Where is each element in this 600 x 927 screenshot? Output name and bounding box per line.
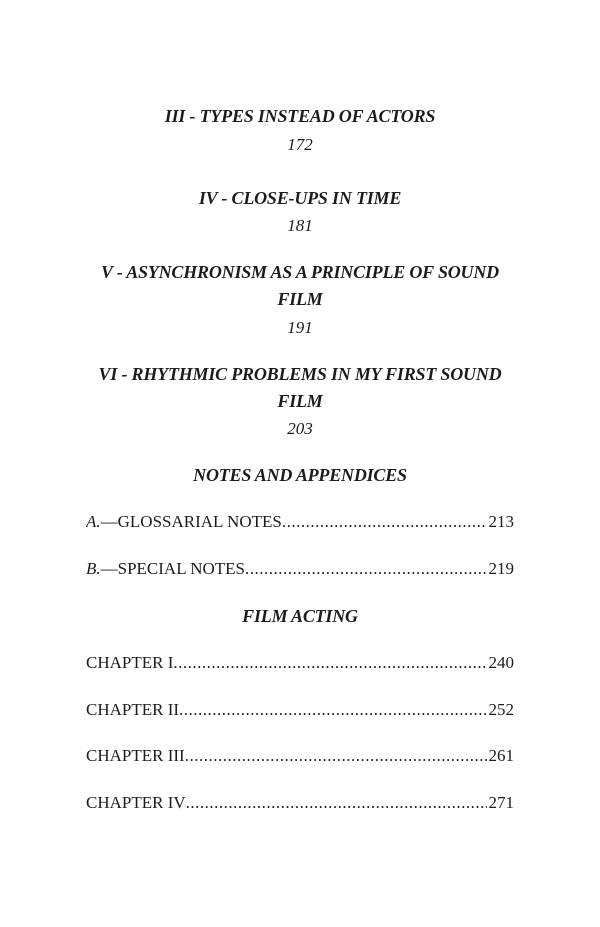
toc-entry-chapter-ii[interactable] (86, 699, 514, 721)
dot-leader (185, 745, 487, 767)
toc-entry-label: CHAPTER I (86, 653, 174, 672)
dot-leader (179, 699, 486, 721)
appendix-title: —SPECIAL NOTES (100, 559, 245, 578)
film-acting-heading: FILM ACTING (242, 606, 358, 626)
toc-entry-page: 213 (488, 512, 514, 531)
toc-entry-chapter-iii[interactable] (86, 745, 514, 767)
chapter-5-page: 191 (287, 318, 313, 337)
toc-entry-label: CHAPTER III (86, 746, 185, 765)
appendix-letter: A. (86, 512, 101, 531)
appendix-title: —GLOSSARIAL NOTES (100, 512, 282, 531)
toc-entry-page: 252 (488, 700, 514, 719)
chapter-6-page: 203 (287, 419, 313, 438)
chapter-6-title-line2: FILM (277, 391, 323, 411)
toc-entry-chapter-i[interactable] (86, 652, 514, 674)
toc-entry-page: 271 (488, 793, 514, 812)
toc-entry-page: 240 (488, 653, 514, 672)
toc-entry-label: CHAPTER II (86, 700, 180, 719)
toc-entry-special-notes[interactable] (86, 558, 514, 580)
chapter-5-title-line2: FILM (277, 289, 323, 309)
chapter-3-title: III - TYPES INSTEAD OF ACTORS (164, 106, 436, 126)
dot-leader (186, 792, 487, 814)
chapter-6-title-line1: VI - RHYTHMIC PROBLEMS IN MY FIRST SOUND (98, 364, 502, 384)
toc-entry-glossarial-notes[interactable] (86, 511, 514, 533)
chapter-4-page: 181 (287, 216, 313, 235)
chapter-5-title-line1: V - ASYNCHRONISM AS A PRINCIPLE OF SOUND (101, 262, 499, 282)
toc-entry-label (86, 558, 245, 580)
chapter-3-page: 172 (287, 135, 313, 154)
dot-leader (173, 652, 486, 674)
toc-entry-page: 219 (488, 559, 514, 578)
chapter-4-title: IV - CLOSE-UPS IN TIME (198, 188, 402, 208)
toc-entry-chapter-iv[interactable] (86, 792, 514, 814)
notes-heading: NOTES AND APPENDICES (193, 465, 407, 485)
dot-leader (245, 558, 487, 580)
dot-leader (282, 511, 487, 533)
toc-entry-label: CHAPTER IV (86, 793, 186, 812)
toc-entry-page: 261 (488, 746, 514, 765)
appendix-letter: B. (86, 559, 101, 578)
toc-entry-label (86, 511, 282, 533)
